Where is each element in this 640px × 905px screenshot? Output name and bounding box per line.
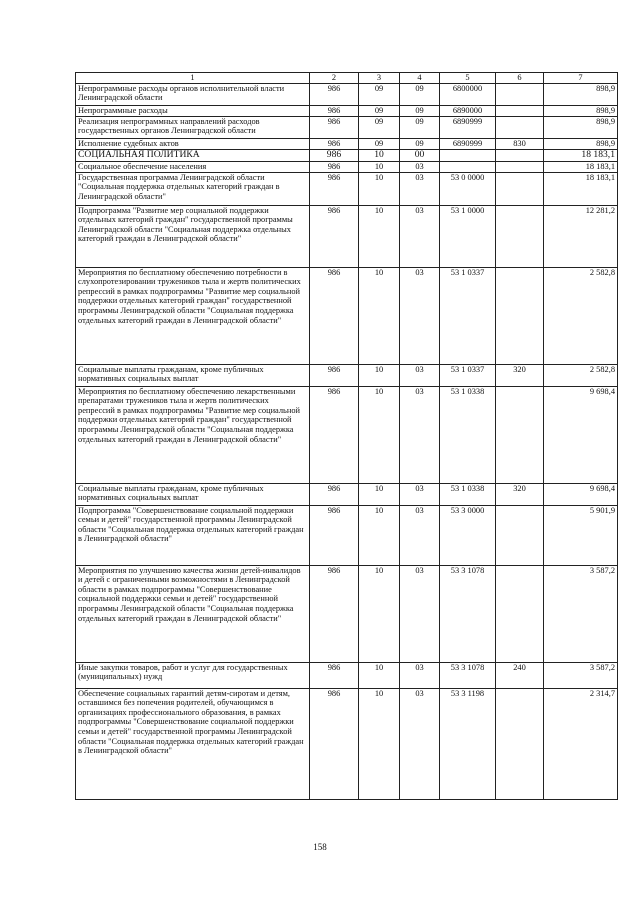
grbs-code-cell: 986 — [310, 205, 359, 267]
expense-type-cell — [496, 116, 544, 138]
section-code-cell: 09 — [359, 116, 400, 138]
table-row — [76, 149, 618, 161]
table-row — [76, 105, 618, 116]
amount-cell: 898,9 — [544, 138, 618, 149]
amount-cell: 898,9 — [544, 83, 618, 105]
grbs-code-cell: 986 — [310, 364, 359, 386]
row-name-cell: Мероприятия по улучшению качества жизни детей-инвалидов и детей с ограниченными возможностями в Ленинградской области в рамках подпрограммы "Совершенствование социальной поддержки семьи и детей" государственной программы Ленинградской области "Социальная поддержка отдельных категорий граждан в Ленинградской области" — [76, 565, 310, 662]
target-article-cell: 53 1 0337 — [440, 364, 496, 386]
target-article-cell: 6890000 — [440, 105, 496, 116]
table-row — [76, 483, 618, 505]
section-code-cell: 10 — [359, 172, 400, 205]
grbs-code-cell: 986 — [310, 565, 359, 662]
expense-type-cell — [496, 161, 544, 172]
row-name-cell: Реализация непрограммных направлений расходов государственных органов Ленинградской области — [76, 116, 310, 138]
grbs-code-cell: 986 — [310, 386, 359, 483]
grbs-code-cell: 986 — [310, 105, 359, 116]
table-row — [76, 138, 618, 149]
row-name-cell: СОЦИАЛЬНАЯ ПОЛИТИКА — [76, 149, 310, 161]
subsection-code-cell: 03 — [400, 267, 440, 364]
target-article-cell: 6800000 — [440, 83, 496, 105]
row-name-cell: Подпрограмма "Совершенствование социальной поддержки семьи и детей" государственной программы Ленинградской области "Социальная поддержка отдельных категорий граждан в Ленинградской области" — [76, 505, 310, 565]
amount-cell: 2 582,8 — [544, 267, 618, 364]
row-name-cell: Мероприятия по бесплатному обеспечению потребности в слухопротезировании тружеников тыла и жертв политических репрессий в рамках подпрограммы "Развитие мер социальной поддержки отдельных категорий граждан" государственной программы Ленинградской области "Социальная поддержка отдельных категорий граждан в Ленинградской области" — [76, 267, 310, 364]
subsection-code-cell: 09 — [400, 138, 440, 149]
target-article-cell: 53 3 1078 — [440, 662, 496, 688]
section-code-cell: 10 — [359, 149, 400, 161]
table-row — [76, 83, 618, 105]
header-cell: 1 — [76, 73, 310, 84]
target-article-cell: 6890999 — [440, 116, 496, 138]
section-code-cell: 10 — [359, 565, 400, 662]
amount-cell: 2 582,8 — [544, 364, 618, 386]
grbs-code-cell: 986 — [310, 161, 359, 172]
row-name-cell: Подпрограмма "Развитие мер социальной поддержки отдельных категорий граждан" государственной программы Ленинградской области "Социальная поддержка отдельных категорий граждан в Ленинградской области" — [76, 205, 310, 267]
table-row — [76, 505, 618, 565]
header-cell: 4 — [400, 73, 440, 84]
section-code-cell: 10 — [359, 364, 400, 386]
header-row — [76, 73, 618, 84]
amount-cell: 9 698,4 — [544, 483, 618, 505]
table-body — [76, 73, 618, 800]
subsection-code-cell: 03 — [400, 688, 440, 799]
amount-cell: 2 314,7 — [544, 688, 618, 799]
expense-type-cell — [496, 565, 544, 662]
table-row — [76, 662, 618, 688]
subsection-code-cell: 03 — [400, 205, 440, 267]
expense-type-cell: 830 — [496, 138, 544, 149]
subsection-code-cell: 09 — [400, 116, 440, 138]
expense-type-cell — [496, 205, 544, 267]
section-code-cell: 10 — [359, 483, 400, 505]
table-row — [76, 116, 618, 138]
target-article-cell: 53 1 0338 — [440, 386, 496, 483]
amount-cell: 9 698,4 — [544, 386, 618, 483]
header-cell: 3 — [359, 73, 400, 84]
row-name-cell: Государственная программа Ленинградской области "Социальная поддержка отдельных категорий граждан в Ленинградской области" — [76, 172, 310, 205]
section-code-cell: 09 — [359, 138, 400, 149]
subsection-code-cell: 03 — [400, 565, 440, 662]
header-cell: 2 — [310, 73, 359, 84]
target-article-cell — [440, 161, 496, 172]
grbs-code-cell: 986 — [310, 662, 359, 688]
table-row — [76, 267, 618, 364]
expense-type-cell — [496, 149, 544, 161]
amount-cell: 5 901,9 — [544, 505, 618, 565]
table-row — [76, 364, 618, 386]
target-article-cell: 53 1 0000 — [440, 205, 496, 267]
expense-type-cell: 320 — [496, 483, 544, 505]
header-cell: 5 — [440, 73, 496, 84]
subsection-code-cell: 03 — [400, 364, 440, 386]
amount-cell: 3 587,2 — [544, 565, 618, 662]
row-name-cell: Социальные выплаты гражданам, кроме публичных нормативных социальных выплат — [76, 483, 310, 505]
budget-table — [75, 72, 618, 800]
subsection-code-cell: 09 — [400, 83, 440, 105]
subsection-code-cell: 03 — [400, 161, 440, 172]
grbs-code-cell: 986 — [310, 149, 359, 161]
amount-cell: 12 281,2 — [544, 205, 618, 267]
table-row — [76, 172, 618, 205]
target-article-cell: 53 3 0000 — [440, 505, 496, 565]
target-article-cell: 53 1 0337 — [440, 267, 496, 364]
section-code-cell: 09 — [359, 105, 400, 116]
row-name-cell: Иные закупки товаров, работ и услуг для государственных (муниципальных) нужд — [76, 662, 310, 688]
target-article-cell: 53 3 1078 — [440, 565, 496, 662]
amount-cell: 18 183,1 — [544, 172, 618, 205]
row-name-cell: Непрограммные расходы органов исполнительной власти Ленинградской области — [76, 83, 310, 105]
expense-type-cell — [496, 386, 544, 483]
subsection-code-cell: 03 — [400, 386, 440, 483]
section-code-cell: 09 — [359, 83, 400, 105]
table-row — [76, 565, 618, 662]
row-name-cell: Мероприятия по бесплатному обеспечению лекарственными препаратами тружеников тыла и жертв политических репрессий в рамках подпрограммы "Развитие мер социальной поддержки отдельных категорий граждан" государственной программы Ленинградской области "Социальная поддержка отдельных категорий граждан в Ленинградской области" — [76, 386, 310, 483]
amount-cell: 898,9 — [544, 105, 618, 116]
expense-type-cell — [496, 172, 544, 205]
table-row — [76, 386, 618, 483]
amount-cell: 3 587,2 — [544, 662, 618, 688]
expense-type-cell — [496, 505, 544, 565]
section-code-cell: 10 — [359, 205, 400, 267]
amount-cell: 18 183,1 — [544, 149, 618, 161]
row-name-cell: Социальные выплаты гражданам, кроме публичных нормативных социальных выплат — [76, 364, 310, 386]
grbs-code-cell: 986 — [310, 116, 359, 138]
table-row — [76, 205, 618, 267]
table-row — [76, 688, 618, 799]
subsection-code-cell: 03 — [400, 505, 440, 565]
row-name-cell: Обеспечение социальных гарантий детям-сиротам и детям, оставшимся без попечения родителей, обучающимся в организациях профессионального образования, в рамках подпрограммы "Совершенствование социальной поддержки семьи и детей" государственной программы Ленинградской области "Социальная поддержка отдельных категорий граждан в Ленинградской области" — [76, 688, 310, 799]
amount-cell: 898,9 — [544, 116, 618, 138]
amount-cell: 18 183,1 — [544, 161, 618, 172]
grbs-code-cell: 986 — [310, 138, 359, 149]
expense-type-cell — [496, 688, 544, 799]
subsection-code-cell: 03 — [400, 483, 440, 505]
subsection-code-cell: 03 — [400, 662, 440, 688]
subsection-code-cell: 03 — [400, 172, 440, 205]
expense-type-cell — [496, 105, 544, 116]
grbs-code-cell: 986 — [310, 83, 359, 105]
target-article-cell: 53 1 0338 — [440, 483, 496, 505]
page-number: 158 — [313, 842, 327, 852]
grbs-code-cell: 986 — [310, 483, 359, 505]
target-article-cell — [440, 149, 496, 161]
grbs-code-cell: 986 — [310, 505, 359, 565]
section-code-cell: 10 — [359, 662, 400, 688]
expense-type-cell — [496, 83, 544, 105]
section-code-cell: 10 — [359, 688, 400, 799]
grbs-code-cell: 986 — [310, 172, 359, 205]
target-article-cell: 53 0 0000 — [440, 172, 496, 205]
section-code-cell: 10 — [359, 267, 400, 364]
grbs-code-cell: 986 — [310, 267, 359, 364]
row-name-cell: Непрограммные расходы — [76, 105, 310, 116]
expense-type-cell: 320 — [496, 364, 544, 386]
section-code-cell: 10 — [359, 161, 400, 172]
target-article-cell: 6890999 — [440, 138, 496, 149]
expense-type-cell: 240 — [496, 662, 544, 688]
section-code-cell: 10 — [359, 505, 400, 565]
subsection-code-cell: 00 — [400, 149, 440, 161]
row-name-cell: Исполнение судебных актов — [76, 138, 310, 149]
section-code-cell: 10 — [359, 386, 400, 483]
target-article-cell: 53 3 1198 — [440, 688, 496, 799]
subsection-code-cell: 09 — [400, 105, 440, 116]
header-cell: 7 — [544, 73, 618, 84]
expense-type-cell — [496, 267, 544, 364]
header-cell: 6 — [496, 73, 544, 84]
row-name-cell: Социальное обеспечение населения — [76, 161, 310, 172]
table-row — [76, 161, 618, 172]
grbs-code-cell: 986 — [310, 688, 359, 799]
